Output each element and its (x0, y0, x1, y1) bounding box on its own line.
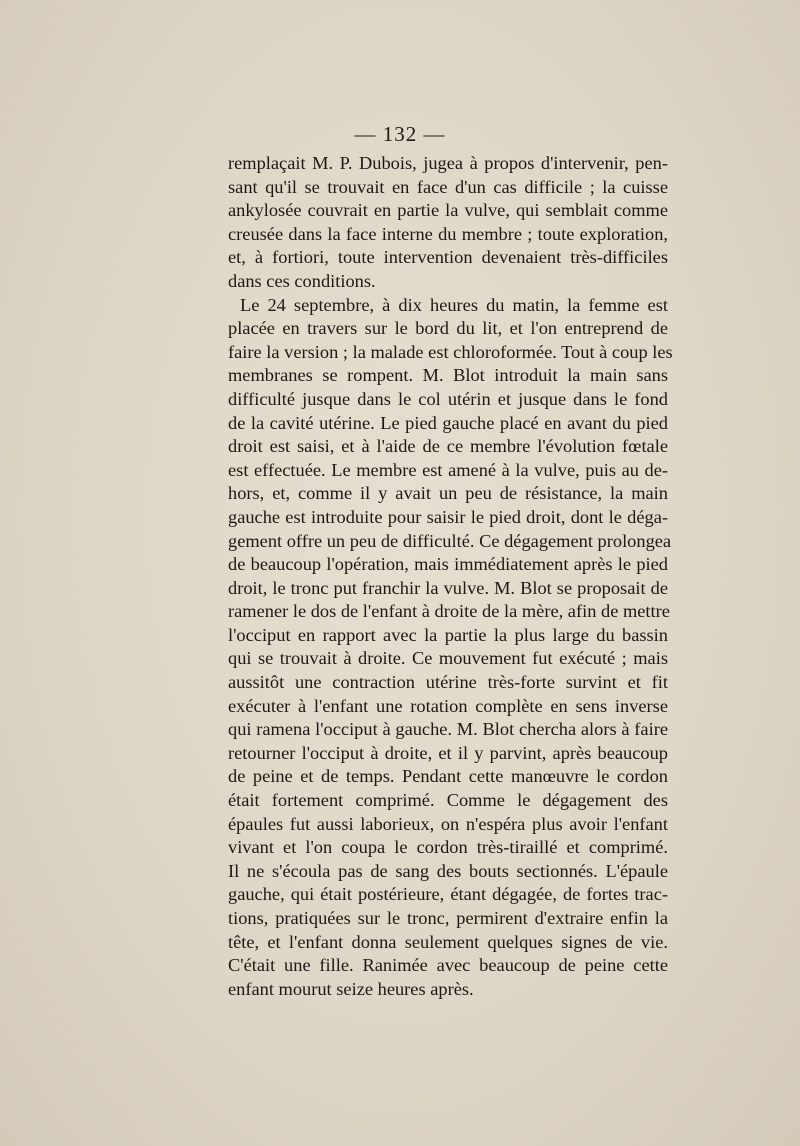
text-line: exécuter à l'enfant une rotation complète en sens inverse (228, 695, 668, 716)
text-line: difficulté jusque dans le col utérin et jusque dans le fond (228, 388, 668, 409)
text-line: et, à fortiori, toute intervention devenaient très-difficiles (228, 247, 668, 268)
text-line: qui ramena l'occiput à gauche. M. Blot chercha alors à faire (228, 719, 668, 740)
text-line: tions, pratiquées sur le tronc, permirent d'extraire enfin la (228, 908, 668, 928)
text-line: de beaucoup l'opération, mais immédiatement après le pied (228, 554, 668, 575)
text-line: aussitôt une contraction utérine très-forte survint et fit (228, 672, 668, 693)
text-line: creusée dans la face interne du membre ; toute exploration, (228, 223, 668, 244)
text-line: ankylosée couvrait en partie la vulve, qui semblait comme (228, 200, 668, 221)
text-line: de peine et de temps. Pendant cette manœuvre le cordon (228, 766, 668, 787)
text-line: Il ne s'écoula pas de sang des bouts sectionnés. L'épaule (228, 860, 668, 881)
text-line: gement offre un peu de difficulté. Ce dégagement prolongea (228, 530, 672, 551)
text-line: sant qu'il se trouvait en face d'un cas difficile ; la cuisse (228, 176, 668, 197)
text-line: droit, le tronc put franchir la vulve. M. Blot se proposait de (228, 577, 668, 598)
text-line: gauche est introduite pour saisir le pied droit, dont le déga- (228, 506, 668, 527)
text-line: droit est saisi, et à l'aide de ce membre l'évolution fœtale (228, 436, 668, 457)
text-line: faire la version ; la malade est chloroformée. Tout à coup les (228, 341, 673, 362)
text-line: enfant mourut seize heures après. (228, 978, 474, 999)
text-line: Le 24 septembre, à dix heures du matin, la femme est (240, 294, 668, 315)
text-line: ramener le dos de l'enfant à droite de la mère, afin de mettre (228, 601, 670, 622)
text-line: de la cavité utérine. Le pied gauche placé en avant du pied (228, 412, 668, 433)
text-line: était fortement comprimé. Comme le dégagement des (228, 790, 668, 811)
text-line: hors, et, comme il y avait un peu de résistance, la main (228, 483, 668, 504)
text-line: placée en travers sur le bord du lit, et l'on entreprend de (228, 318, 668, 339)
text-line: qui se trouvait à droite. Ce mouvement fut exécuté ; mais (228, 648, 668, 669)
text-line: l'occiput en rapport avec la partie la plus large du bassin (228, 624, 668, 645)
text-line: dans ces conditions. (228, 270, 376, 291)
text-line: C'était une fille. Ranimée avec beaucoup de peine cette (228, 955, 668, 976)
text-line: est effectuée. Le membre est amené à la vulve, puis au de- (228, 459, 668, 480)
page-number: — 132 — (354, 122, 446, 146)
body-text (228, 152, 673, 1001)
text-line: vivant et l'on coupa le cordon très-tiraillé et comprimé. (228, 837, 668, 858)
text-line: remplaçait M. P. Dubois, jugea à propos d'intervenir, pen- (228, 153, 668, 173)
text-line: tête, et l'enfant donna seulement quelques signes de vie. (228, 931, 668, 952)
text-line: retourner l'occiput à droite, et il y parvint, après beaucoup (228, 742, 668, 763)
text-line: gauche, qui était postérieure, étant dégagée, de fortes trac- (228, 884, 668, 905)
text-line: épaules fut aussi laborieux, on n'espéra plus avoir l'enfant (228, 813, 668, 834)
text-line: membranes se rompent. M. Blot introduit la main sans (228, 365, 668, 386)
